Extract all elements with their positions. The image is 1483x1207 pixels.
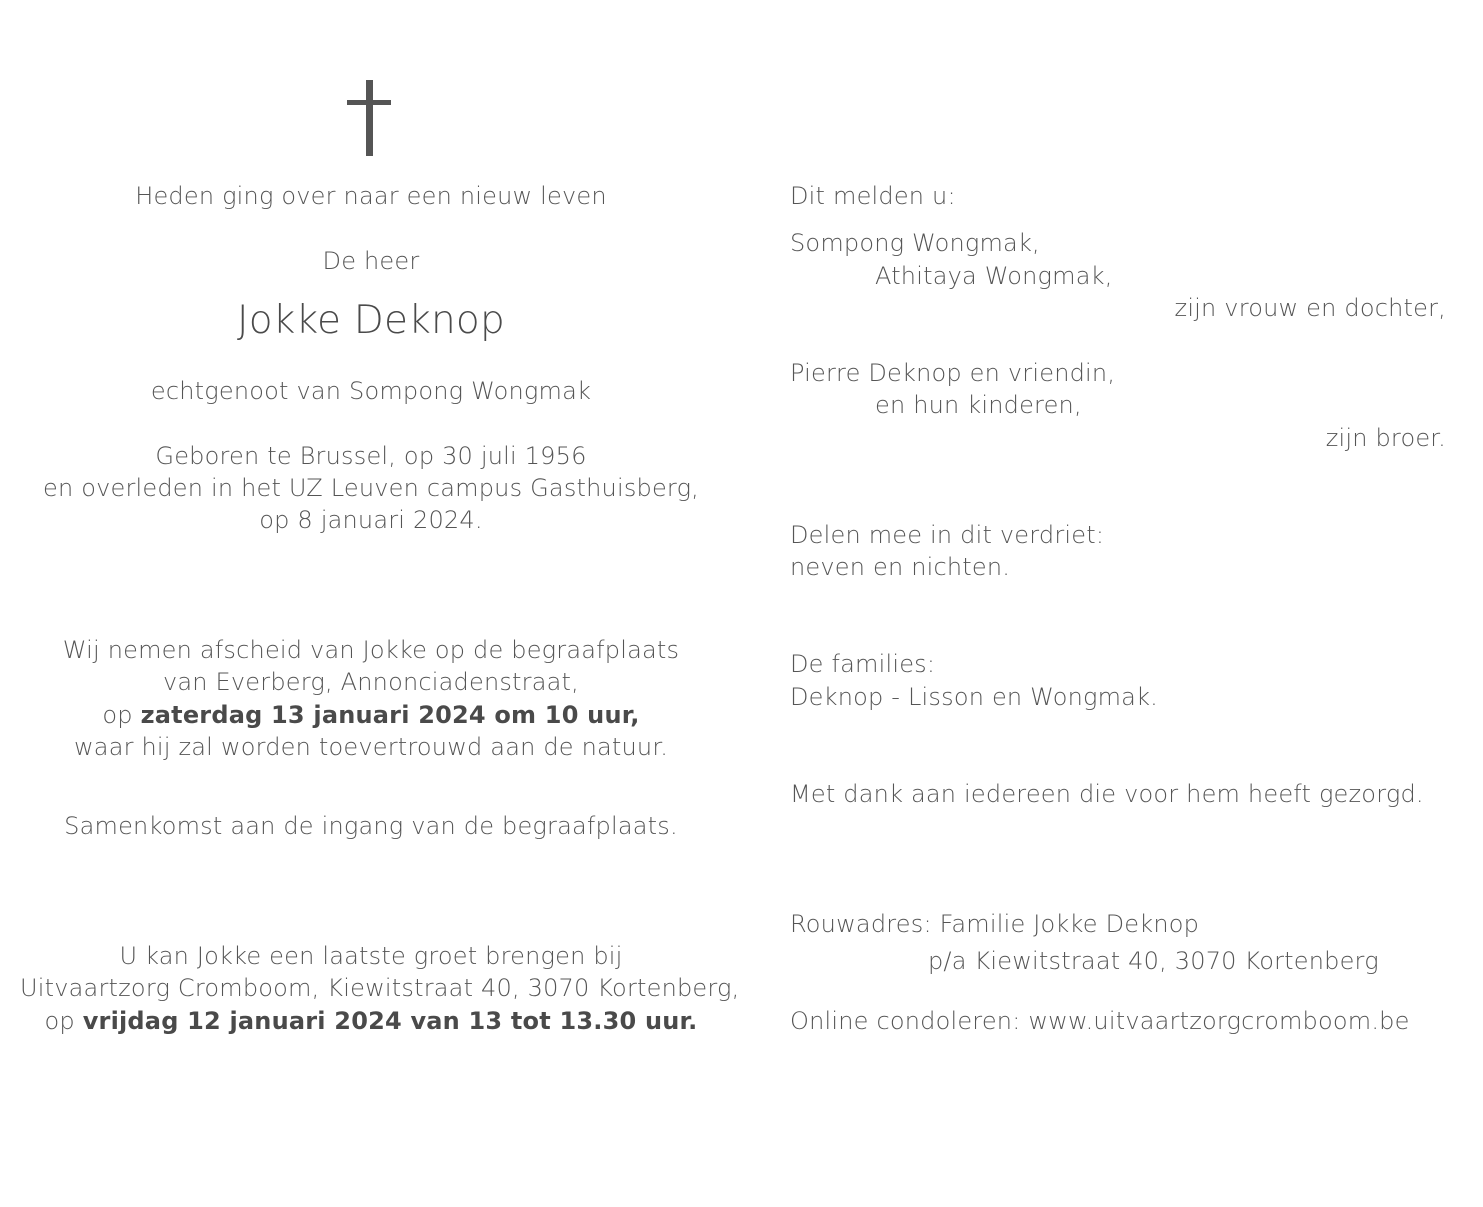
thanks-text: Met dank aan iedereen die voor hem heeft gezorgd.	[790, 780, 1424, 808]
visit-line-2: Uitvaartzorg Cromboom, Kiewitstraat 40, 3070 Kortenberg,	[20, 974, 740, 1002]
spouse-text: echtgenoot van Sompong Wongmak	[150, 377, 592, 405]
died-date-text: op 8 januari 2024.	[259, 506, 483, 534]
online-condolence-text: Online condoleren: www.uitvaartzorgcromboom.be	[790, 1007, 1410, 1035]
announce-text: Dit melden u:	[790, 182, 956, 210]
farewell-line-2: van Everberg, Annonciadenstraat,	[162, 668, 579, 696]
farewell-datetime: zaterdag 13 januari 2024 om 10 uur,	[140, 701, 640, 729]
gathering-text: Samenkomst aan de ingang van de begraafplaats.	[64, 812, 678, 840]
deceased-name: Jokke Deknop	[237, 298, 505, 343]
share-line-1: Delen mee in dit verdriet:	[790, 521, 1105, 549]
family-line-4: en hun kinderen,	[875, 391, 1082, 419]
family-line-2: Athitaya Wongmak,	[875, 262, 1113, 290]
cross-icon	[347, 80, 391, 156]
families-line-1: De families:	[790, 650, 936, 678]
visit-prefix: op	[44, 1007, 83, 1035]
family-line-1: Sompong Wongmak,	[790, 229, 1040, 257]
family-relation-2: zijn broer.	[1325, 424, 1446, 452]
visit-line-3	[20, 1005, 722, 1037]
family-relation-1: zijn vrouw en dochter,	[1174, 294, 1446, 322]
farewell-line-3	[20, 699, 722, 731]
families-line-2: Deknop - Lisson en Wongmak.	[790, 683, 1159, 711]
family-line-3: Pierre Deknop en vriendin,	[790, 359, 1116, 387]
farewell-prefix: op	[102, 701, 141, 729]
died-text: en overleden in het UZ Leuven campus Gasthuisberg,	[42, 474, 700, 502]
title-text: De heer	[322, 247, 420, 275]
visit-line-1: U kan Jokke een laatste groet brengen bij	[119, 942, 623, 970]
visit-datetime: vrijdag 12 januari 2024 van 13 tot 13.30 uur.	[82, 1007, 698, 1035]
farewell-line-4: waar hij zal worden toevertrouwd aan de natuur.	[73, 733, 669, 761]
address-line-2: p/a Kiewitstraat 40, 3070 Kortenberg	[928, 947, 1379, 975]
born-text: Geboren te Brussel, op 30 juli 1956	[155, 442, 587, 470]
intro-text: Heden ging over naar een nieuw leven	[135, 182, 607, 210]
farewell-line-1: Wij nemen afscheid van Jokke op de begraafplaats	[62, 636, 680, 664]
address-line-1: Rouwadres: Familie Jokke Deknop	[790, 910, 1200, 938]
share-line-2: neven en nichten.	[790, 553, 1011, 581]
